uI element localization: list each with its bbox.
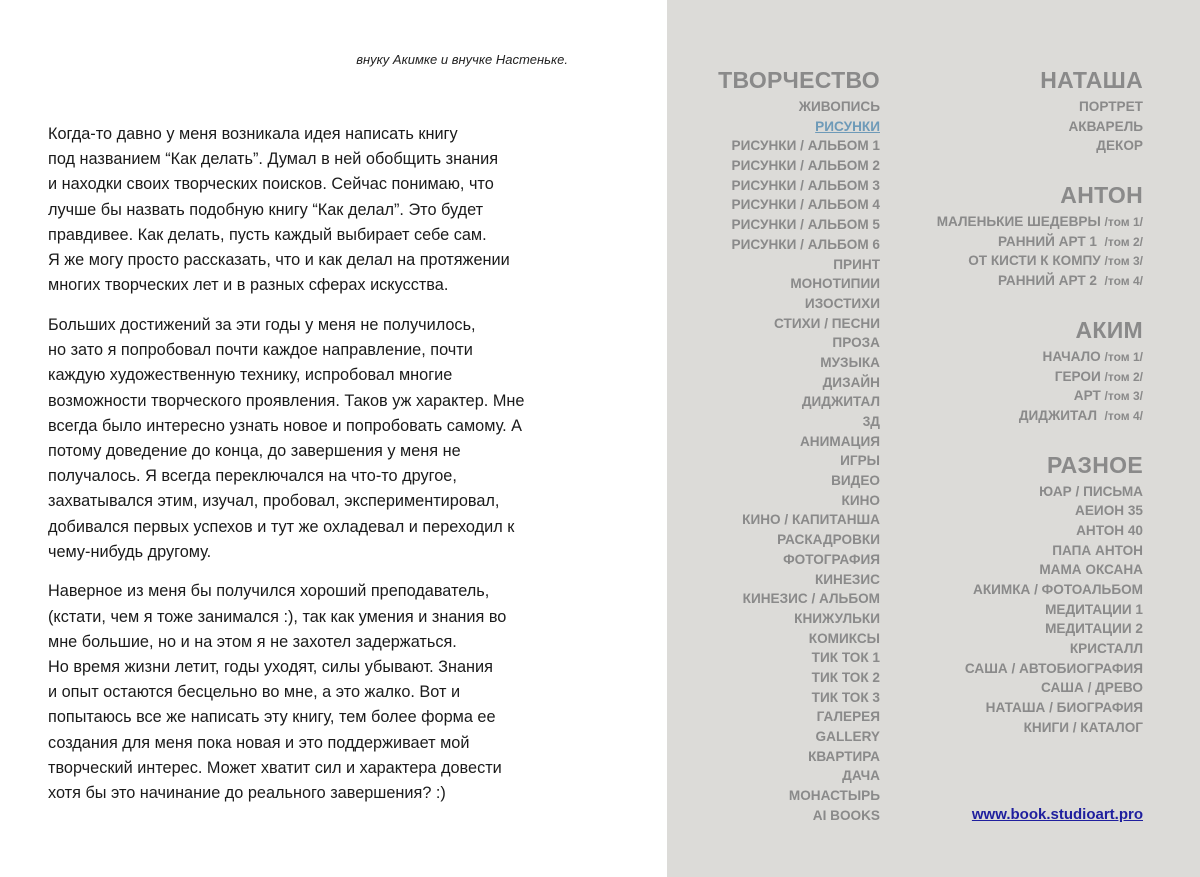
item-label: ДИДЖИТАЛ [1018,407,1105,423]
volume-label: /том 4/ [1104,274,1143,289]
tvorchestvo-item-27[interactable]: КНИЖУЛЬКИ [794,610,880,626]
raznoe-item-9[interactable]: КРИСТАЛЛ [1069,641,1143,657]
tvorchestvo-item-2[interactable]: РИСУНКИ [815,118,880,134]
tvorchestvo-item-7[interactable]: РИСУНКИ / АЛЬБОМ 5 [731,217,880,233]
paragraph [48,579,648,806]
tvorchestvo-item-6[interactable]: РИСУНКИ / АЛЬБОМ 4 [731,197,880,213]
raznoe-item-11[interactable]: САША / ДРЕВО [1041,680,1143,696]
akim-item-2[interactable] [887,367,1143,387]
tvorchestvo-item-13[interactable]: ПРОЗА [832,335,880,351]
akim-item-1[interactable] [887,347,1143,367]
natasha-list [887,97,1143,156]
anton-item-2[interactable] [887,232,1143,252]
tvorchestvo-item-15[interactable]: ДИЗАЙН [822,374,880,390]
menu-column-family [887,63,1143,738]
text-line: возможности творческого проявления. Таков уж характер. Мне [48,391,525,410]
tvorchestvo-item-8[interactable]: РИСУНКИ / АЛЬБОМ 6 [731,236,880,252]
tvorchestvo-item-29[interactable]: ТИК ТОК 1 [811,650,880,666]
heading-natasha: НАТАША [1040,67,1143,93]
tvorchestvo-item-14[interactable]: МУЗЫКА [820,354,880,370]
text-line: Но время жизни летит, годы уходят, силы убывают. Знания [48,658,493,677]
item-label: НАЧАЛО [1042,348,1105,364]
text-line: попытаюсь все же написать эту книгу, тем более форма ее [48,708,496,727]
tvorchestvo-item-21[interactable]: КИНО [841,492,880,508]
text-line: Когда-то давно у меня возникала идея написать книгу [48,125,458,143]
menu-panel [667,0,1200,877]
raznoe-list [887,482,1143,738]
item-label: АРТ [1073,388,1105,404]
tvorchestvo-item-26[interactable]: КИНЕЗИС / АЛЬБОМ [742,591,880,607]
akim-item-4[interactable] [887,406,1143,426]
item-label: РАННИЙ АРТ 1 [998,233,1105,249]
text-line: под названием “Как делать”. Думал в ней обобщить знания [48,150,499,169]
tvorchestvo-item-37[interactable]: AI BOOKS [812,807,880,823]
tvorchestvo-item-3[interactable]: РИСУНКИ / АЛЬБОМ 1 [731,138,880,154]
raznoe-item-7[interactable]: МЕДИТАЦИИ 1 [1045,601,1143,617]
anton-item-3[interactable] [887,251,1143,271]
text-line: и опыт остаются бесцельно во мне, а это жалко. Вот и [48,683,461,702]
text-line: но зато я попробовал почти каждое направление, почти [48,341,473,360]
tvorchestvo-item-11[interactable]: ИЗОСТИХИ [804,295,880,311]
raznoe-item-2[interactable]: АЕИОН 35 [1075,503,1143,519]
raznoe-item-3[interactable]: АНТОН 40 [1076,522,1143,538]
text-line: хотя бы это начинание до реального завершения? :) [48,784,446,803]
tvorchestvo-item-34[interactable]: КВАРТИРА [808,748,880,764]
natasha-item-3[interactable]: ДЕКОР [1096,138,1143,154]
tvorchestvo-item-36[interactable]: МОНАСТЫРЬ [788,788,880,804]
tvorchestvo-item-24[interactable]: ФОТОГРАФИЯ [783,551,880,567]
heading-anton: АНТОН [1060,182,1143,209]
akim-item-3[interactable] [887,386,1143,406]
anton-item-4[interactable] [887,271,1143,291]
raznoe-item-5[interactable]: МАМА ОКСАНА [1039,562,1143,578]
anton-list [887,212,1143,291]
website-link[interactable]: www.book.studioart.pro [971,806,1143,823]
item-label: РАННИЙ АРТ 2 [998,273,1105,289]
volume-label: /том 1/ [1104,215,1143,230]
tvorchestvo-item-30[interactable]: ТИК ТОК 2 [811,669,880,685]
heading-akim: АКИМ [1075,316,1143,343]
raznoe-item-4[interactable]: ПАПА АНТОН [1052,542,1143,558]
text-line: создания для меня пока новая и это поддерживает мой [48,733,470,752]
item-label: ГЕРОИ [1054,368,1105,384]
tvorchestvo-item-28[interactable]: КОМИКСЫ [808,630,880,646]
paragraph [48,313,648,565]
tvorchestvo-item-22[interactable]: КИНО / КАПИТАНША [742,512,880,528]
menu-column-tvorchestvo [667,63,880,825]
tvorchestvo-item-9[interactable]: ПРИНТ [833,256,880,272]
text-line: Наверное из меня бы получился хороший преподаватель, [48,582,490,601]
text-line: (кстати, чем я тоже занимался :), так как умения и знания во [48,607,507,626]
natasha-item-2[interactable]: АКВАРЕЛЬ [1068,118,1143,134]
text-line: захватывался этим, изучал, пробовал, экспериментировал, [48,492,500,511]
tvorchestvo-list [667,97,880,825]
text-line: получалось. Я всегда переключался на что-то другое, [48,467,457,486]
raznoe-item-6[interactable]: АКИМКА / ФОТОАЛЬБОМ [973,582,1143,597]
text-line: добивался первых успехов и тут же охладевал и переходил к [48,517,515,536]
text-line: потому доведение до конца, до завершения у меня не [48,441,461,460]
text-line: мне большие, но и на этом я не захотел задержаться. [48,632,457,651]
text-line: правдивее. Как делать, пусть каждый выбирает себе сам. [48,225,487,244]
volume-label: /том 2/ [1104,369,1143,384]
heading-raznoe: РАЗНОЕ [1047,451,1143,478]
tvorchestvo-item-31[interactable]: ТИК ТОК 3 [811,689,880,705]
text-line: Больших достижений за эти годы у меня не получилось, [48,315,476,334]
text-line: Я же могу просто рассказать, что и как делал на протяжении [48,251,510,270]
volume-label: /том 3/ [1104,254,1143,269]
heading-tvorchestvo: ТВОРЧЕСТВО [718,67,880,93]
text-line: лучше бы назвать подобную книгу “Как делал”. Это будет [48,200,484,219]
raznoe-item-8[interactable]: МЕДИТАЦИИ 2 [1045,621,1143,637]
dedication: внуку Акимке и внучке Настеньке. [356,52,568,67]
volume-label: /том 1/ [1104,349,1143,364]
item-label: ОТ КИСТИ К КОМПУ [968,253,1105,269]
tvorchestvo-item-17[interactable]: 3Д [862,414,880,429]
text-line: каждую художественную технику, испробовал многие [48,366,453,385]
tvorchestvo-item-33[interactable]: GALLERY [815,729,880,744]
text-line: чему-нибудь другому. [48,542,212,561]
tvorchestvo-item-1[interactable]: ЖИВОПИСЬ [798,99,880,114]
tvorchestvo-item-16[interactable]: ДИДЖИТАЛ [801,394,880,410]
text-body [48,122,648,821]
paragraph [48,122,648,298]
raznoe-item-1[interactable]: ЮАР / ПИСЬМА [1039,483,1143,499]
raznoe-item-13[interactable]: КНИГИ / КАТАЛОГ [1023,719,1143,735]
tvorchestvo-item-35[interactable]: ДАЧА [842,768,880,784]
raznoe-item-12[interactable]: НАТАША / БИОГРАФИЯ [985,700,1143,716]
item-label: МАЛЕНЬКИЕ ШЕДЕВРЫ [936,214,1105,230]
tvorchestvo-item-4[interactable]: РИСУНКИ / АЛЬБОМ 2 [731,158,880,174]
tvorchestvo-item-32[interactable]: ГАЛЕРЕЯ [816,709,880,725]
tvorchestvo-item-10[interactable]: МОНОТИПИИ [790,276,880,292]
tvorchestvo-item-23[interactable]: РАСКАДРОВКИ [777,532,880,548]
text-line: всегда было интересно узнать новое и попробовать самому. А [48,416,523,435]
volume-label: /том 3/ [1104,389,1143,404]
tvorchestvo-item-5[interactable]: РИСУНКИ / АЛЬБОМ 3 [731,177,880,193]
volume-label: /том 2/ [1104,234,1143,249]
tvorchestvo-item-20[interactable]: ВИДЕО [831,473,880,489]
natasha-item-1[interactable]: ПОРТРЕТ [1079,99,1143,114]
text-line: и находки своих творческих поисков. Сейчас понимаю, что [48,175,494,194]
tvorchestvo-item-25[interactable]: КИНЕЗИС [814,571,880,587]
anton-item-1[interactable] [887,212,1143,232]
tvorchestvo-item-18[interactable]: АНИМАЦИЯ [799,433,880,449]
volume-label: /том 4/ [1104,408,1143,423]
tvorchestvo-item-12[interactable]: СТИХИ / ПЕСНИ [774,315,880,331]
akim-list [887,347,1143,426]
tvorchestvo-item-19[interactable]: ИГРЫ [840,453,880,469]
text-line: многих творческих лет и в разных сферах искусства. [48,276,449,295]
raznoe-item-10[interactable]: САША / АВТОБИОГРАФИЯ [964,660,1143,676]
text-line: творческий интерес. Может хватит сил и характера довести [48,758,502,777]
